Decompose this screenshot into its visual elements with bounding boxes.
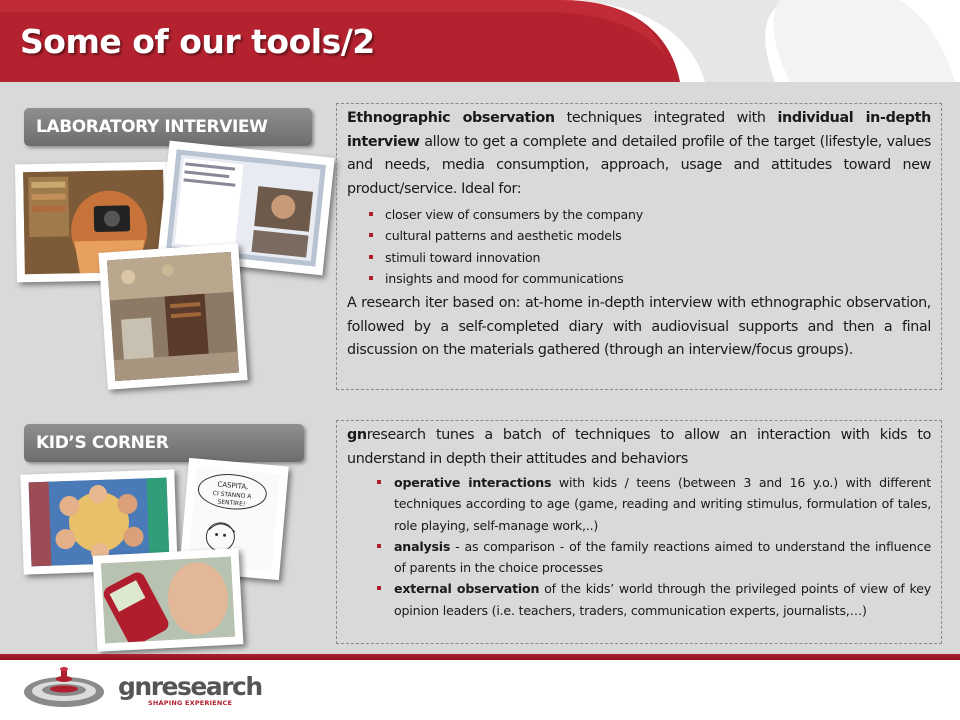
kids-intro-text: research tunes a batch of techniques to allow an interaction with kids to understand in depth their attitudes and behaviors <box>347 427 931 467</box>
list-item <box>347 204 931 225</box>
bullet-bold: external observation <box>394 581 540 597</box>
interior-icon <box>107 252 239 381</box>
bullet-square-icon <box>377 544 381 548</box>
kids-corner-description <box>336 420 942 644</box>
footer-divider <box>0 654 960 660</box>
kids-bullet-list <box>347 472 931 621</box>
bullet-square-icon <box>369 276 373 280</box>
lab-intro-bold2: individual in-depth interview <box>347 110 931 150</box>
phone-icon <box>101 557 235 644</box>
bullet-text: of the kids’ world through the privileged points of view of key opinion leaders (i.e. teachers, traders, communication experts, journalists,…) <box>394 581 931 618</box>
brand-name <box>118 672 262 701</box>
kids-corner-button[interactable]: KID’S CORNER <box>24 424 304 462</box>
lab-intro-bold1: Ethnographic observation <box>347 110 555 126</box>
lab-intro-text1: techniques integrated with <box>554 110 778 126</box>
lab-closing-paragraph: A research iter based on: at-home in-depth interview with ethnographic observation, followed by a self-completed diary with audiovisual supports and then a final discussion on the materials gathered (through an interview/focus groups). <box>347 295 931 359</box>
list-item <box>347 578 931 621</box>
lab-intro-paragraph <box>347 107 931 201</box>
brand-suffix: research <box>150 672 262 701</box>
brand-prefix: gn <box>118 672 151 701</box>
bullet-text: - as comparison - of the family reactions aimed to understand the influence of parents in the choice processes <box>394 538 931 576</box>
brand-tagline: SHAPING EXPERIENCE <box>148 699 233 707</box>
svg-text:SENTIRE!: SENTIRE! <box>217 498 246 508</box>
bullet-square-icon <box>369 212 373 216</box>
gnresearch-logo-icon <box>22 664 106 710</box>
photo-kid-phone <box>93 548 244 652</box>
laboratory-interview-description <box>336 103 942 390</box>
bullet-text: cultural patterns and aesthetic models <box>385 228 622 244</box>
list-item <box>347 225 931 246</box>
svg-text:CI STANNO A: CI STANNO A <box>212 490 252 501</box>
bullet-square-icon <box>377 480 381 484</box>
bullet-square-icon <box>369 255 373 259</box>
kids-intro-bold: gn <box>347 427 367 443</box>
photo-home-interior <box>98 243 247 389</box>
bullet-bold: analysis <box>394 538 451 554</box>
lab-bullet-list <box>347 204 931 289</box>
slide-title: Some of our tools/2 <box>20 22 375 61</box>
bullet-text: with kids / teens (between 3 and 16 y.o.) with different techniques according to age (game, reading and writing stimulus, formulation of tales, role playing, self-manage work,..) <box>394 475 931 533</box>
list-item <box>347 472 931 536</box>
laboratory-interview-button[interactable]: LABORATORY INTERVIEW <box>24 108 312 146</box>
bullet-square-icon <box>369 233 373 237</box>
bullet-square-icon <box>377 586 381 590</box>
kids-intro-paragraph <box>347 424 931 471</box>
bullet-text: stimuli toward innovation <box>385 249 541 265</box>
bullet-bold: operative interactions <box>394 475 552 490</box>
bullet-text: insights and mood for communications <box>385 270 624 286</box>
list-item <box>347 268 931 289</box>
list-item <box>347 536 931 579</box>
svg-text:CASPITA,: CASPITA, <box>217 480 249 492</box>
list-item <box>347 247 931 268</box>
lab-intro-text2: allow to get a complete and detailed profile of the target (lifestyle, values and needs, media consumption, approach, usage and attitudes toward new product/service. Ideal for: <box>347 133 931 197</box>
bullet-text: closer view of consumers by the company <box>385 207 644 222</box>
